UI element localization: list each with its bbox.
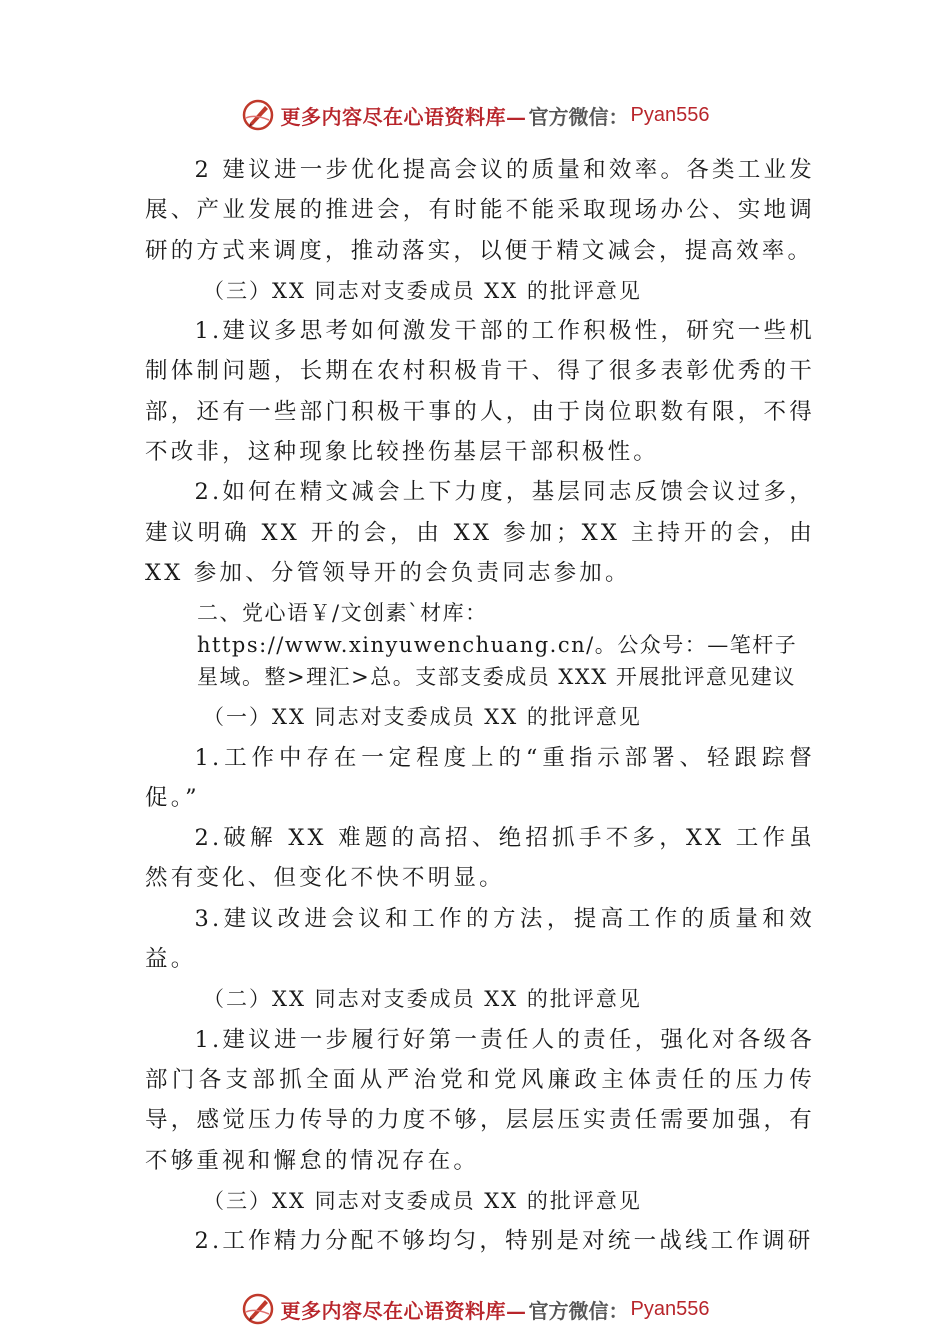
document-body [145, 150, 815, 1261]
paragraph: 1.建议多思考如何激发干部的工作积极性，研究一些机制体制问题，长期在农村积极肯干、得了很多表彰优秀的干部，还有一些部门积极干事的人，由于岗位职数有限，不得不改非，这种现象比较挫伤基层干部积极性。 [145, 318, 815, 466]
banner-wechat-id: Pyan556 [630, 103, 710, 126]
banner-wechat-id: Pyan556 [630, 1297, 710, 1320]
banner-title: 更多内容尽在心语资料库— [280, 104, 527, 129]
section-heading: （二）XX 同志对支委成员 XX 的批评意见 [203, 987, 642, 1012]
paragraph: 3.建议改进会议和工作的方法，提高工作的质量和效益。 [145, 905, 815, 973]
section-heading: （三）XX 同志对支委成员 XX 的批评意见 [203, 278, 642, 303]
paragraph: 1.建议进一步履行好第一责任人的责任，强化对各级各部门各支部抓全面从严治党和党风廉政主体责任的压力传导，感觉压力传导的力度不够，层层压实责任需要加强，有不够重视和懈怠的情况存在。 [145, 1026, 815, 1174]
section-heading: （三）XX 同志对支委成员 XX 的批评意见 [203, 1188, 642, 1213]
section-title-with-link: 二、党心语￥/文创素`材库：https://www.xinyuwenchuang.cn/。公众号：—笔杆子星域。整>理汇>总。支部支委成员 XXX 开展批评意见建议 [197, 601, 798, 690]
paragraph: 2.如何在精文减会上下力度，基层同志反馈会议过多，建议明确 XX 开的会，由 XX 参加；XX 主持开的会，由 XX 参加、分管领导开的会负责同志参加。 [145, 479, 815, 586]
banner-title: 更多内容尽在心语资料库— [280, 1298, 527, 1323]
paragraph: 2.破解 XX 难题的高招、绝招抓手不多，XX 工作虽然有变化、但变化不快不明显。 [145, 825, 815, 892]
pen-logo-icon [241, 98, 275, 132]
header-banner [0, 95, 950, 135]
footer-banner [0, 1289, 950, 1329]
section-heading: （一）XX 同志对支委成员 XX 的批评意见 [203, 705, 642, 730]
paragraph: 2 建议进一步优化提高会议的质量和效率。各类工业发展、产业发展的推进会，有时能不能采取现场办公、实地调研的方式来调度，推动落实，以便于精文减会，提高效率。 [145, 157, 815, 264]
paragraph: 1.工作中存在一定程度上的“重指示部署、轻跟踪督促。” [145, 744, 815, 811]
paragraph: 2.工作精力分配不够均匀，特别是对统一战线工作调研 [194, 1228, 814, 1255]
banner-wechat-label: 官方微信： [528, 104, 629, 129]
pen-logo-icon [241, 1292, 275, 1326]
banner-wechat-label: 官方微信： [528, 1298, 629, 1323]
